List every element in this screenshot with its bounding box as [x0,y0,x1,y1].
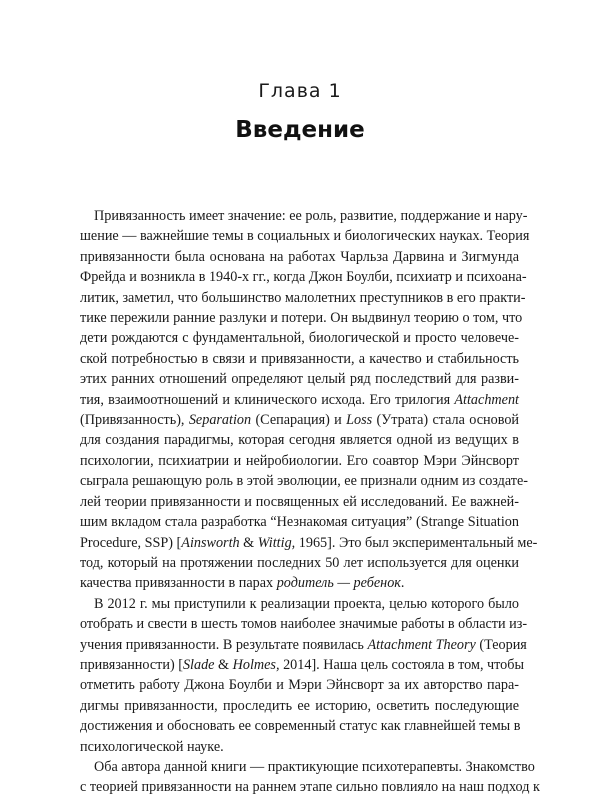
text-segment: с теорией привязанности на раннем этапе сильно повлияло на наш подход к [80,779,540,796]
text-segment: шение — важнейшие темы в социальных и биологических науках. Теория [80,228,530,245]
text-segment: Привязанность имеет значение: ее роль, развитие, поддержание и нару- [94,208,528,224]
text-line [80,226,530,246]
text-line [80,451,519,471]
text-segment: отметить работу Джона Боулби и Мэри Эйнсворт за их авторство пара- [80,677,519,694]
text-segment: 1965]. Это был экспериментальный ме- [295,534,538,551]
paragraph [80,757,540,798]
text-line [80,512,519,532]
text-line [80,410,519,430]
text-line [80,288,526,308]
italic-text: Attachment Theory [367,636,476,653]
text-segment: & [239,534,258,551]
text-segment: Фрейда и возникла в 1940-х гг., когда Джон Боулби, психиатр и психоана- [80,269,527,286]
body-text [80,206,540,798]
text-segment: дети рождаются с фундаментальной, биологической и просто человече- [80,330,519,347]
text-segment: 2014]. Наша цель состояла в том, чтобы [279,656,525,673]
text-line [80,349,519,369]
italic-text: Loss [346,412,373,429]
text-segment: (Утрата) стала основой [372,412,519,429]
text-segment: Оба автора данной книги — практикующие психотерапевты. Знакомство [94,758,535,775]
italic-text: Separation [188,412,252,429]
text-segment: сыграла решающую роль в этой эволюции, ее признали одним из создате- [80,473,529,490]
italic-text: Slade [182,656,215,673]
italic-text: Ainsworth [181,534,240,551]
text-segment: достижения и обосновать ее современный статус как главнейшей темы в [80,718,521,735]
text-line [80,267,527,287]
text-segment: этих ранних отношений определяют целый ряд последствий для разви- [80,371,519,388]
italic-text: Holmes, [232,656,280,673]
text-segment: лей теории привязанности и посвященных ей исследований. Ее важней- [80,493,519,510]
text-segment: & [214,656,233,673]
text-line [80,675,519,695]
text-segment: психологии, психиатрии и нейробиологии. Его соавтор Мэри Эйнсворт [80,452,519,469]
text-line [80,308,523,328]
text-segment: . [400,575,405,592]
text-segment: отобрать и свести в шесть томов наиболее значимые работы в области из- [80,616,528,633]
text-line [80,737,519,757]
text-segment: дигмы привязанности, проследить ее историю, осветить последующие [80,697,519,714]
text-line [80,471,529,491]
text-segment: учения привязанности. В результате появилась [80,636,368,653]
chapter-title: Введение [235,117,365,143]
paragraph [80,594,528,757]
text-segment: привязанности была основана на работах Чарльза Дарвина и Зигмунда [80,248,519,265]
text-segment: тике пережили ранние разлуки и потери. Он выдвинул теорию о том, что [80,310,523,327]
italic-text: Wittig, [257,534,296,551]
text-line [80,614,528,634]
paragraph [80,206,538,594]
italic-text: Attachment [454,391,519,408]
text-segment: В 2012 г. мы приступили к реализации проекта, целью которого было [94,595,519,612]
text-line [80,655,525,675]
text-segment: для создания парадигмы, которая сегодня является одной из ведущих в [80,432,519,449]
text-segment: шим вкладом стала разработка “Незнакомая ситуация” (Strange Situation [80,514,519,531]
text-segment: тия, взаимоотношений и клинического исхода. Его трилогия [80,391,455,408]
text-line [80,573,519,593]
text-segment: (Привязанность), [80,412,189,429]
text-line [80,328,519,348]
text-line [80,553,519,573]
text-line [80,716,519,736]
text-segment: Procedure, SSP) [ [80,534,182,551]
text-segment: психологической науке. [80,738,224,755]
text-segment: (Теория [475,636,527,653]
italic-text: родитель — ребенок [276,575,401,592]
text-segment: тод, который на протяжении последних 50 лет используется для оценки [80,554,519,571]
text-line [80,635,527,655]
text-segment: качества привязанности в парах [80,575,277,592]
text-line [80,492,519,512]
text-segment: (Сепарация) и [251,412,347,429]
text-segment: литик, заметил, что большинство малолетних преступников в его практи- [80,289,526,306]
text-line [80,247,519,267]
text-line [80,430,519,450]
text-line [80,206,528,226]
text-line [80,757,535,777]
chapter-label: Глава 1 [258,80,342,102]
text-line [80,777,540,797]
text-line [80,533,538,553]
text-line [80,390,519,410]
text-line [80,594,519,614]
text-segment: ской потребностью в связи и привязанности, а качество и стабильность [80,350,519,367]
text-line [80,696,519,716]
text-line [80,369,519,389]
text-segment: привязанности) [ [80,656,183,673]
